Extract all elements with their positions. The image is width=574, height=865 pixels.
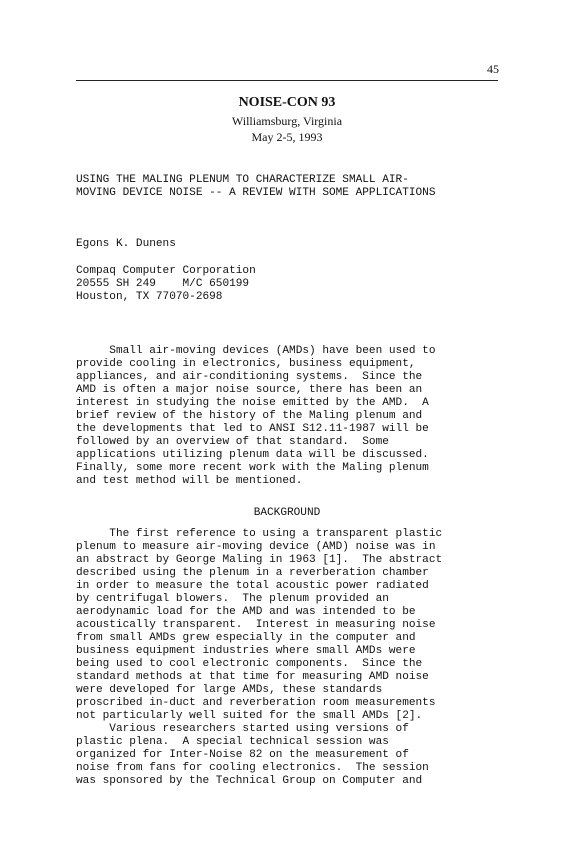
author-affiliation bbox=[76, 265, 256, 304]
text-line: was sponsored by the Technical Group on Computer and bbox=[76, 775, 423, 787]
page-number: 45 bbox=[487, 62, 499, 76]
text-line: not particularly well suited for the small AMDs [2]. bbox=[76, 710, 423, 722]
affiliation-line: 20555 SH 249 M/C 650199 bbox=[76, 278, 250, 290]
text-line: followed by an overview of that standard. Some bbox=[76, 436, 389, 448]
text-line: plenum to measure air-moving device (AMD) noise was in bbox=[76, 541, 436, 553]
text-line: noise from fans for cooling electronics. The session bbox=[76, 762, 429, 774]
text-line: from small AMDs grew especially in the computer and bbox=[76, 632, 416, 644]
text-line: provide cooling in electronics, business equipment, bbox=[76, 358, 416, 370]
text-line: aerodynamic load for the AMD and was intended to be bbox=[76, 606, 416, 618]
author-name: Egons K. Dunens bbox=[76, 238, 176, 250]
conference-name: NOISE-CON 93 bbox=[238, 95, 336, 110]
abstract bbox=[76, 345, 436, 488]
header-rule bbox=[76, 80, 498, 81]
text-line: AMD is often a major noise source, there has been an bbox=[76, 384, 423, 396]
text-line: proscribed in-duct and reverberation room measurements bbox=[76, 697, 436, 709]
text-line: the developments that led to ANSI S12.11-1987 will be bbox=[76, 423, 429, 435]
text-line: brief review of the history of the Maling plenum and bbox=[76, 410, 423, 422]
text-line: Finally, some more recent work with the Maling plenum bbox=[76, 462, 429, 474]
title-line: MOVING DEVICE NOISE -- A REVIEW WITH SOME APPLICATIONS bbox=[76, 187, 436, 199]
text-line: organized for Inter-Noise 82 on the measurement of bbox=[76, 749, 409, 761]
text-line: appliances, and air-conditioning systems. Since the bbox=[76, 371, 423, 383]
text-line: were developed for large AMDs, these standards bbox=[76, 684, 383, 696]
text-line: interest in studying the noise emitted by the AMD. A bbox=[76, 397, 429, 409]
text-line: described using the plenum in a reverberation chamber bbox=[76, 567, 429, 579]
paper-title bbox=[76, 174, 436, 200]
conference-dates: May 2-5, 1993 bbox=[251, 130, 323, 144]
text-line: The first reference to using a transparent plastic bbox=[76, 528, 443, 540]
affiliation-line: Houston, TX 77070-2698 bbox=[76, 291, 223, 303]
affiliation-line: Compaq Computer Corporation bbox=[76, 265, 256, 277]
text-line: Small air-moving devices (AMDs) have been used to bbox=[76, 345, 436, 357]
title-line: USING THE MALING PLENUM TO CHARACTERIZE SMALL AIR- bbox=[76, 174, 409, 186]
text-line: in order to measure the total acoustic power radiated bbox=[76, 580, 429, 592]
text-line: and test method will be mentioned. bbox=[76, 475, 303, 487]
text-line: being used to cool electronic components. Since the bbox=[76, 658, 423, 670]
text-line: Various researchers started using versions of bbox=[76, 723, 409, 735]
background-body bbox=[76, 528, 442, 788]
text-line: business equipment industries where small AMDs were bbox=[76, 645, 416, 657]
text-line: an abstract by George Maling in 1963 [1]. The abstract bbox=[76, 554, 443, 566]
text-line: standard methods at that time for measuring AMD noise bbox=[76, 671, 429, 683]
section-heading-background: BACKGROUND bbox=[253, 507, 321, 519]
text-line: acoustically transparent. Interest in measuring noise bbox=[76, 619, 436, 631]
conference-location: Williamsburg, Virginia bbox=[231, 114, 343, 128]
text-line: by centrifugal blowers. The plenum provided an bbox=[76, 593, 389, 605]
text-line: plastic plena. A special technical session was bbox=[76, 736, 389, 748]
text-line: applications utilizing plenum data will be discussed. bbox=[76, 449, 429, 461]
